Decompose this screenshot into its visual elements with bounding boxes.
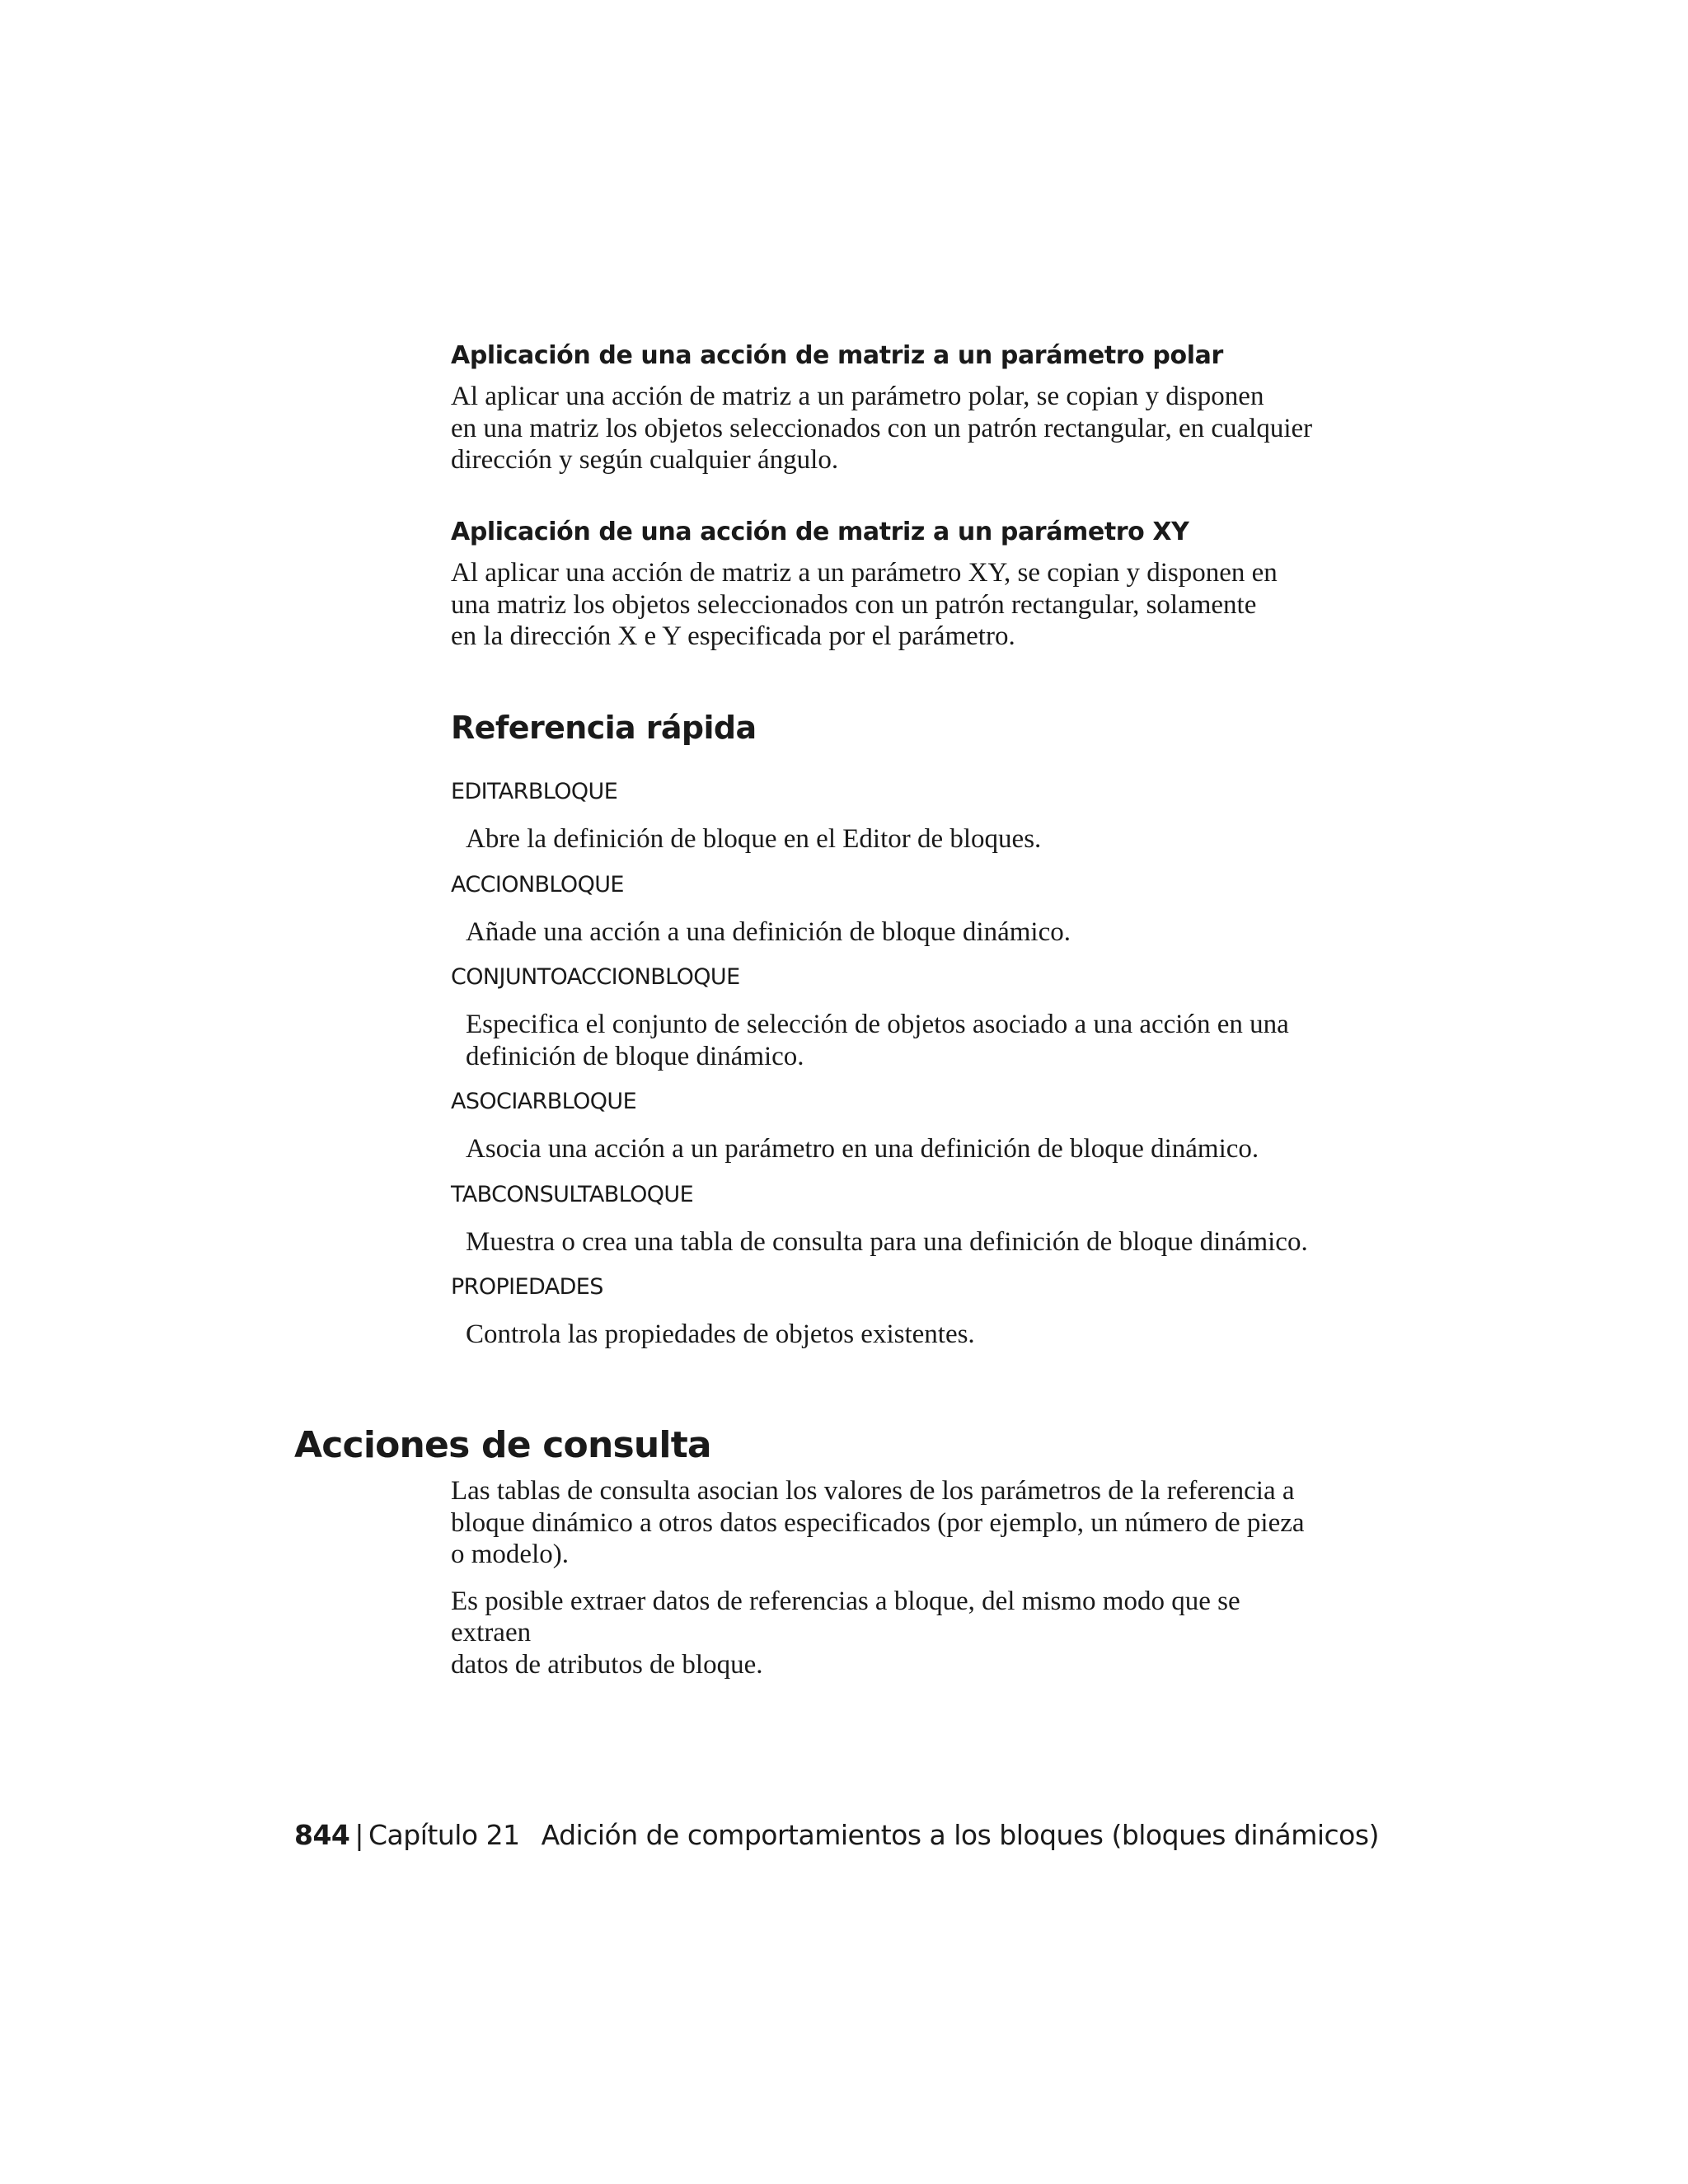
command-name: TABCONSULTABLOQUE [451, 1181, 694, 1207]
paragraph-line: o modelo). [451, 1540, 569, 1569]
command-entry [451, 1087, 1325, 1165]
lookup-actions-body [451, 1475, 1325, 1680]
paragraph-line: datos de atributos de bloque. [451, 1649, 763, 1680]
command-description: Controla las propiedades de objetos existentes. [466, 1319, 975, 1349]
quick-reference [451, 709, 1325, 747]
paragraph-line: en la dirección X e Y especificada por el parámetro. [451, 621, 1015, 651]
paragraph-line: bloque dinámico a otros datos especificados (por ejemplo, un número de pieza [451, 1507, 1305, 1538]
command-name: ACCIONBLOQUE [451, 871, 624, 898]
chapter-title: Adición de comportamientos a los bloques (bloques dinámicos) [541, 1819, 1379, 1851]
paragraph-line: Es posible extraer datos de referencias a bloque, del mismo modo que se extraen [451, 1586, 1240, 1647]
command-entry [451, 1180, 1325, 1258]
command-name: ASOCIARBLOQUE [451, 1089, 637, 1114]
command-name: PROPIEDADES [451, 1274, 603, 1300]
section-polar [451, 340, 1325, 476]
command-entry [451, 777, 1325, 855]
lookup-actions-section [294, 1424, 1325, 1467]
paragraph-line: en una matriz los objetos seleccionados con un patrón rectangular, en cualquier [451, 413, 1313, 443]
command-entry [451, 963, 1325, 1072]
command-description: Especifica el conjunto de selección de objetos asociado a una acción en una [466, 1010, 1289, 1039]
command-description: Asocia una acción a un parámetro en una definición de bloque dinámico. [466, 1134, 1259, 1164]
section-heading: Aplicación de una acción de matriz a un parámetro polar [451, 341, 1223, 370]
lookup-actions-heading: Acciones de consulta [294, 1424, 711, 1466]
paragraph-line: dirección y según cualquier ángulo. [451, 445, 839, 475]
paragraph-line: una matriz los objetos seleccionados con un patrón rectangular, solamente [451, 589, 1257, 620]
command-description: definición de bloque dinámico. [466, 1041, 804, 1071]
page-number: 844 [294, 1819, 350, 1851]
command-name: CONJUNTOACCIONBLOQUE [451, 964, 740, 990]
command-list [451, 777, 1325, 1351]
command-name: EDITARBLOQUE [451, 779, 618, 804]
paragraph-line: Al aplicar una acción de matriz a un parámetro XY, se copian y disponen en [451, 558, 1278, 588]
command-description: Muestra o crea una tabla de consulta para una definición de bloque dinámico. [466, 1226, 1308, 1257]
command-description: Abre la definición de bloque en el Editor de bloques. [466, 824, 1042, 854]
section-heading: Aplicación de una acción de matriz a un parámetro XY [451, 518, 1189, 546]
paragraph-line: Las tablas de consulta asocian los valores de los parámetros de la referencia a [451, 1476, 1295, 1506]
command-description: Añade una acción a una definición de bloque dinámico. [466, 916, 1071, 947]
chapter-number: Capítulo 21 [368, 1819, 520, 1851]
paragraph-line: Al aplicar una acción de matriz a un parámetro polar, se copian y disponen [451, 382, 1264, 411]
command-entry [451, 1272, 1325, 1351]
section-xy [451, 516, 1325, 653]
page-footer [294, 1817, 1379, 1854]
command-entry [451, 870, 1325, 949]
quick-reference-heading: Referencia rápida [451, 710, 757, 746]
footer-separator: | [354, 1819, 364, 1851]
